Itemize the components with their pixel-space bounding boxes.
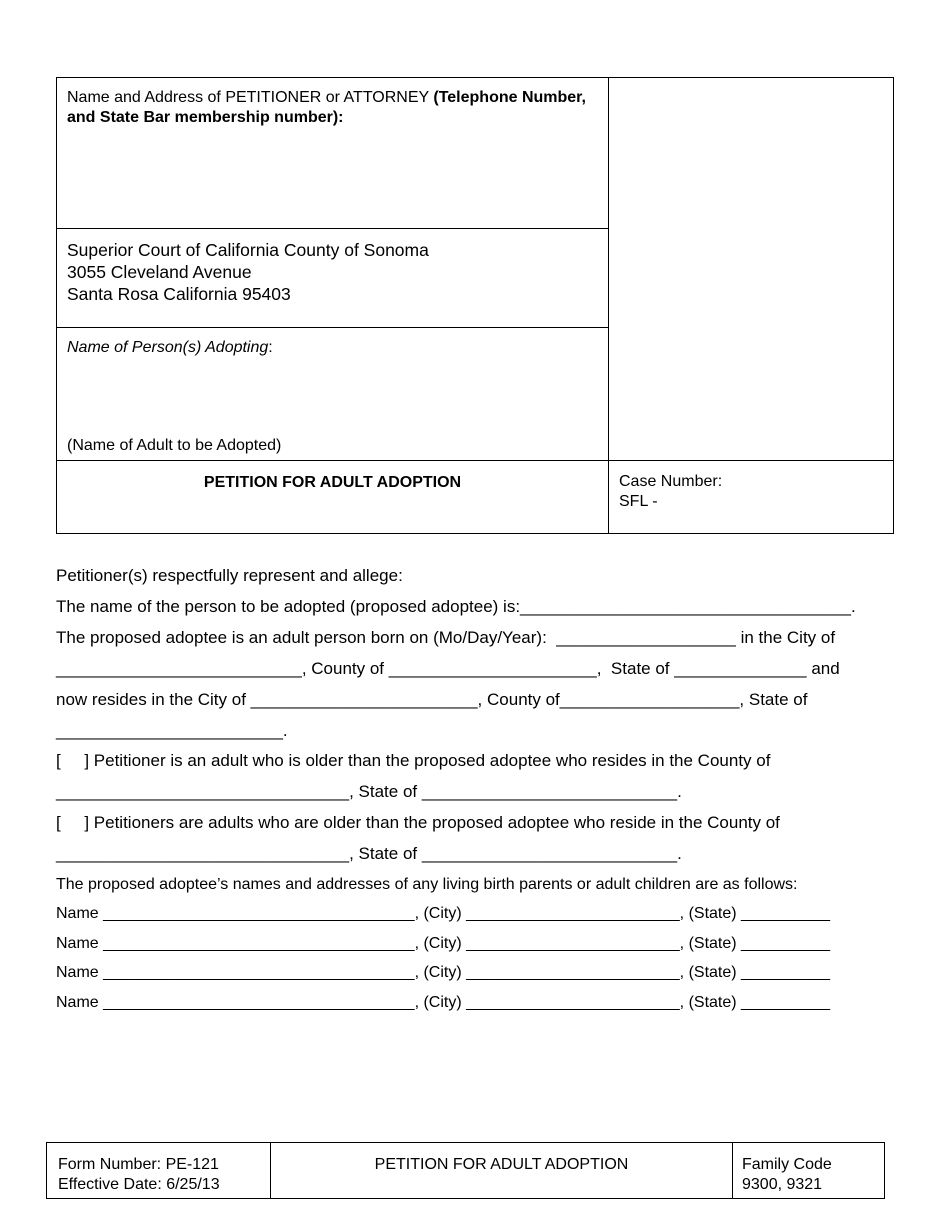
birth-date-line[interactable]: The proposed adoptee is an adult person born on (Mo/Day/Year): ___________________ in the City of — [56, 628, 836, 647]
residence-state-line[interactable]: ________________________. — [56, 721, 288, 740]
footer-code — [733, 1143, 884, 1198]
birth-place-line[interactable]: __________________________, County of ______________________, State of ______________ and — [56, 659, 840, 678]
family-code-sections: 9300, 9321 — [742, 1176, 823, 1193]
attorney-label: Name and Address of PETITIONER or ATTORNEY — [67, 89, 434, 106]
court-street: 3055 Cleveland Avenue — [67, 262, 252, 282]
court-city: Santa Rosa California 95403 — [67, 284, 291, 304]
petitioners-county-line[interactable]: _______________________________, State of ___________________________. — [56, 844, 682, 863]
names-cell — [57, 327, 609, 461]
case-number-label: Case Number: — [619, 473, 723, 490]
caption-box — [56, 77, 894, 534]
residence-line[interactable]: now resides in the City of ________________________, County of___________________, State of — [56, 690, 808, 709]
footer-form-info — [47, 1143, 271, 1198]
parents-intro: The proposed adoptee’s names and addresses of any living birth parents or adult children are as follows: — [56, 876, 798, 893]
form-title: PETITION FOR ADULT ADOPTION — [57, 461, 609, 533]
parent-row[interactable]: Name ___________________________________, (City) ________________________, (State) __________ — [56, 935, 831, 952]
court-address-cell — [57, 228, 609, 328]
adoptee-label: (Name of Adult to be Adopted) — [67, 437, 282, 454]
petitioner-option-single[interactable]: [ ] Petitioner is an adult who is older than the proposed adoptee who resides in the County of — [56, 751, 771, 770]
petitioner-option-multiple[interactable]: [ ] Petitioners are adults who are older than the proposed adoptee who reside in the County of — [56, 813, 780, 832]
parent-row[interactable]: Name ___________________________________, (City) ________________________, (State) __________ — [56, 994, 831, 1011]
form-footer — [46, 1142, 885, 1199]
case-number-cell — [609, 461, 894, 533]
intro-line: Petitioner(s) respectfully represent and allege: — [56, 566, 403, 585]
adopting-colon: : — [268, 339, 273, 356]
petitioner-single-county-line[interactable]: _______________________________, State of ___________________________. — [56, 782, 682, 801]
family-code-label: Family Code — [742, 1156, 832, 1173]
case-number-value: SFL - — [619, 493, 658, 510]
footer-title: PETITION FOR ADULT ADOPTION — [271, 1143, 733, 1198]
parent-row[interactable]: Name ___________________________________, (City) ________________________, (State) __________ — [56, 905, 831, 922]
clerk-stamp-area — [609, 78, 894, 461]
adopting-label-wrap — [67, 339, 273, 357]
parent-row[interactable]: Name ___________________________________, (City) ________________________, (State) __________ — [56, 964, 831, 981]
form-number: Form Number: PE-121 — [58, 1156, 219, 1173]
attorney-label-bold: (Telephone Number, and State Bar membership number): — [67, 89, 586, 126]
petitioner-attorney-cell — [57, 78, 609, 229]
effective-date: Effective Date: 6/25/13 — [58, 1176, 220, 1193]
court-name: Superior Court of California County of Sonoma — [67, 240, 429, 260]
adopting-label: Name of Person(s) Adopting — [67, 339, 269, 356]
adoptee-name-line[interactable]: The name of the person to be adopted (proposed adoptee) is:___________________________________. — [56, 597, 856, 616]
